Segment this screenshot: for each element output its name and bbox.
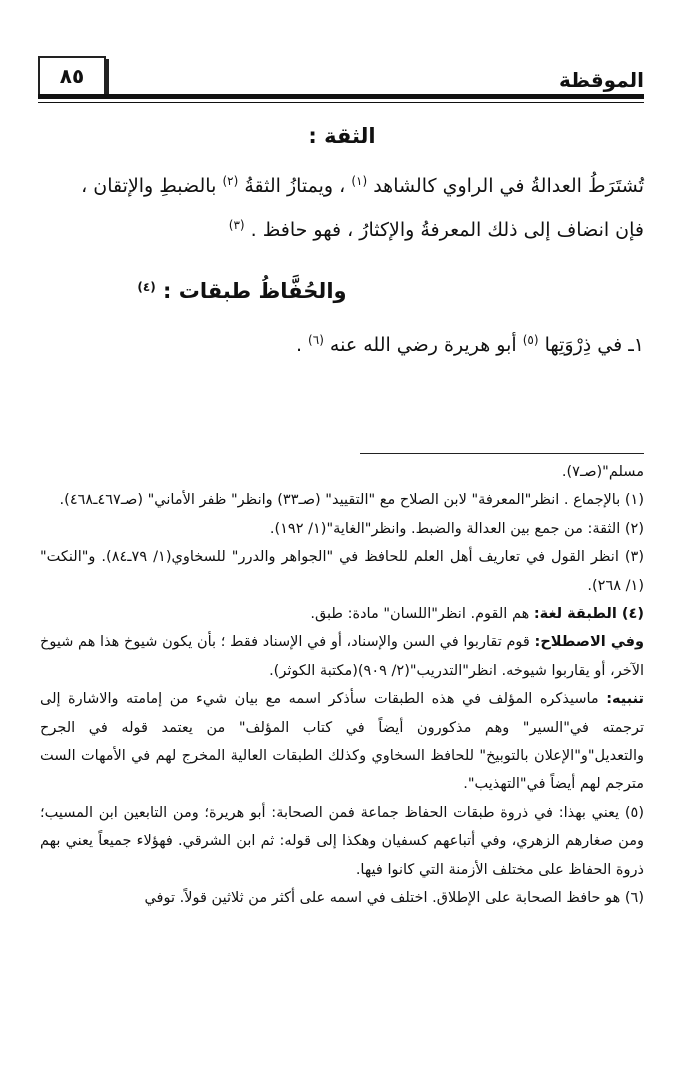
footnote-5: (٥) يعني بهذا: في ذروة طبقات الحفاظ جماعة فمن الصحابة: أبو هريرة؛ ومن التابعين ابن المسيب؛ ومن صغارهم الزهري، وفي أتباعهم كسفيان وهكذا إلى قوله: ثم ابن الشرقي. فهؤلاء جميعاً يعني بهم ذروة الحفاظ على مختلف الأزمنة التي كانوا فيها.	[40, 804, 644, 878]
footnote-ref-2: (٢)	[222, 174, 239, 188]
running-title: الموقظة	[558, 68, 644, 92]
footnote-ref-4: (٤)	[137, 280, 156, 294]
body-line-2	[40, 218, 644, 243]
fn4b-label: وفي الاصطلاح:	[534, 634, 645, 651]
footnote-continuation: مسلم"(صـ٧).	[561, 464, 644, 480]
section-title-huffaz	[40, 279, 644, 303]
footnote-4	[40, 600, 644, 628]
footnote-ref-3: (٣)	[228, 218, 245, 232]
fn4-label: (٤) الطبقة لغة:	[533, 606, 644, 623]
footnote-ref-6: (٦)	[308, 333, 324, 347]
item1-text: ١ـ في ذِرْوَتِها	[544, 334, 644, 356]
header-rule-thick	[38, 94, 644, 99]
fn4c-text: ماسيذكره المؤلف في هذه الطبقات سأذكر اسمه مع بيان شيء من إمامته والاشارة إلى ترجمته في"السير" وهم مذكورون أيضاً في كتاب المؤلف" من يعتمد قوله في الجرح والتعديل"و"الإعلان بالتوبيخ" للحافظ السخاوي وكذلك الطبقات العالية المخرج لهم في الأمهات الست مترجم لهم أيضاً في"التهذيب".	[40, 691, 644, 793]
fn4b-text: قوم تقاربوا في السن والإسناد، أو في الإسناد فقط ؛ بأن يكون شيوخ هذا هم شيوخ الآخر، أو يقاربوا شيوخه. انظر"التدريب"(٢/ ٩٠٩)(مكتبة الكوثر).	[40, 634, 644, 679]
footnotes	[40, 458, 644, 913]
body-line-1	[40, 174, 644, 199]
footnote-1: (١) بالإجماع . انظر"المعرفة" لابن الصلاح مع "التقييد" (صـ٣٣) وانظر" ظفر الأماني" (صـ٤٦٧ـ٤٦٨).	[59, 492, 644, 509]
footnote-separator	[360, 453, 644, 454]
footnote-6: (٦) هو حافظ الصحابة على الإطلاق. اختلف في اسمه على أكثر من ثلاثين قولاً. توفي	[144, 890, 644, 907]
footnote-4-note	[40, 685, 644, 799]
list-item-1	[40, 333, 644, 358]
header-rule-thin	[38, 102, 644, 103]
fn4-text: هم القوم. انظر"اللسان" مادة: طبق.	[310, 606, 534, 623]
page-number: ٨٥	[38, 56, 106, 96]
line1-mid: ، ويمتازُ الثقةُ	[244, 175, 346, 197]
footnote-ref-5: (٥)	[522, 333, 539, 347]
item1-mid: أبو هريرة رضي الله عنه	[329, 334, 517, 356]
section2-title-text: والحُفَّاظُ طبقات :	[163, 279, 347, 303]
item1-end: .	[295, 334, 302, 356]
section-title-thiqa: الثقة :	[308, 124, 376, 148]
footnote-2: (٢) الثقة: من جمع بين العدالة والضبط. وانظر"الغاية"(١/ ١٩٢).	[269, 520, 644, 537]
page-header	[38, 56, 644, 104]
footnote-3: (٣) انظر القول في تعاريف أهل العلم للحافظ في "الجواهر والدرر" للسخاوي(١/ ٧٩ـ٨٤). و"النكت"(١/ ٢٦٨).	[40, 549, 644, 594]
fn4c-label: تنبيه:	[606, 691, 644, 708]
footnote-ref-1: (١)	[351, 174, 368, 188]
footnote-4-term	[40, 628, 644, 685]
main-text	[40, 110, 644, 358]
line1-end: بالضبطِ والإتقان ،	[81, 175, 217, 197]
line2-text: فإن انضاف إلى ذلك المعرفةُ والإكثارُ ، فهو حافظ .	[250, 219, 644, 241]
line1-text: تُشتَرَطُ العدالةُ في الراوي كالشاهد	[373, 175, 644, 197]
